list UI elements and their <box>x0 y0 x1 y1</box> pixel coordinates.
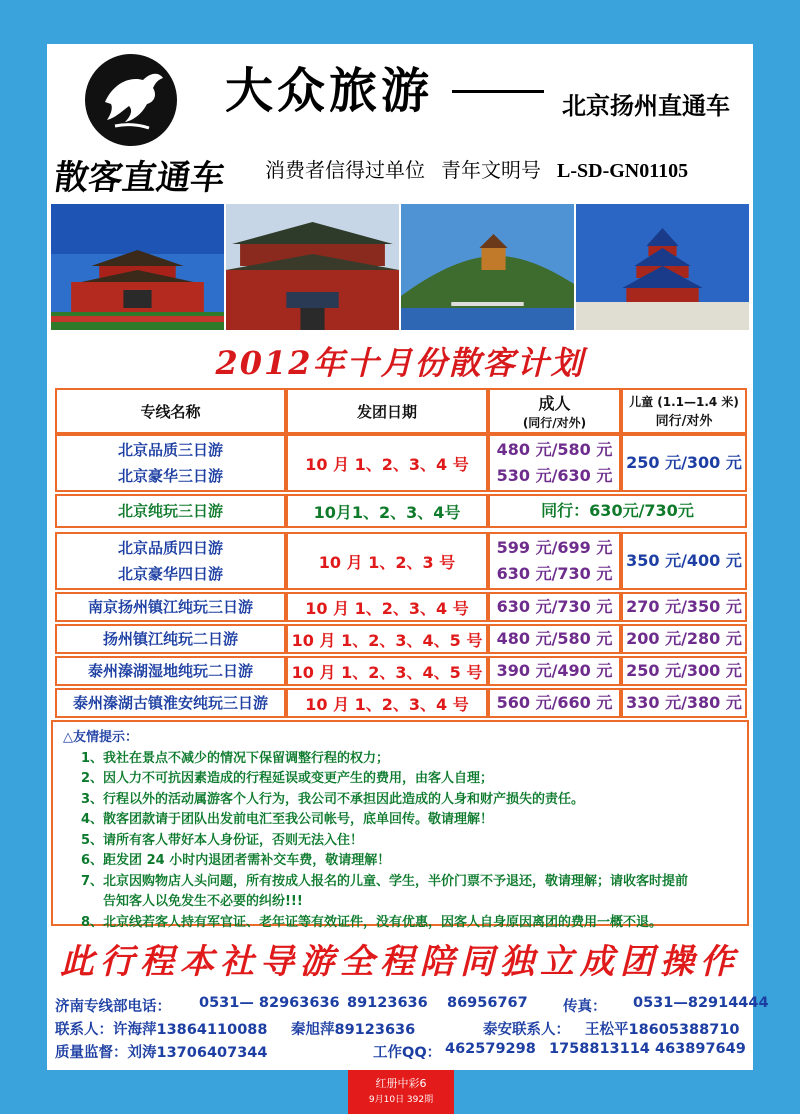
date-cell <box>286 592 488 622</box>
date-cell <box>286 624 488 654</box>
flyer-page <box>47 44 769 1070</box>
badge-line-2: 9月10日 392期 <box>368 1095 434 1105</box>
route-cell <box>55 434 286 492</box>
child-price: 350 元/400 元 <box>626 551 742 570</box>
qq-number: 462579298 <box>445 1041 536 1057</box>
cert-code: L-SD-GN01105 <box>557 160 689 182</box>
tiananmen-photo <box>51 204 224 330</box>
adult-price-cell <box>488 656 621 686</box>
adult-price: 599 元/699 元 <box>496 538 613 557</box>
child-price-cell <box>621 592 747 622</box>
header-date <box>286 388 488 434</box>
tips-box <box>51 720 749 930</box>
child-price: 250 元/300 元 <box>626 661 742 680</box>
header-child-label: 儿童 (1.1—1.4 米) <box>629 395 739 409</box>
contact-person: 联系人：许海萍13864110088 <box>55 1022 268 1038</box>
taian-contact-label: 泰安联系人： <box>483 1022 570 1038</box>
header-route-label: 专线名称 <box>140 402 201 421</box>
adult-price: 530 元/630 元 <box>496 466 613 485</box>
date-text: 10月1、2、3、4号 <box>313 502 461 522</box>
brand-title: 大众旅游 <box>225 63 434 119</box>
child-price: 250 元/300 元 <box>626 453 742 472</box>
summer-palace-photo <box>401 204 574 330</box>
tip-item: 3、行程以外的活动属游客个人行为，我公司不承担因此造成的人身和财产损失的责任。 <box>81 791 585 807</box>
date-cell <box>286 656 488 686</box>
date-cell <box>286 434 488 492</box>
child-price-cell <box>621 434 747 492</box>
temple-of-heaven-photo <box>576 204 749 330</box>
horse-logo <box>85 54 177 146</box>
route-cell <box>55 656 286 686</box>
certification-line <box>265 154 688 183</box>
fax-number: 0531—82914444 <box>633 995 769 1011</box>
qq-label: 工作QQ： <box>373 1045 442 1061</box>
qq-number: 463897649 <box>655 1041 746 1057</box>
tip-item: 8、北京线若客人持有军官证、老年证等有效证件，没有优惠，因客人自身原因离团的费用一概不退。 <box>81 914 663 930</box>
adult-price-cell <box>488 624 621 654</box>
child-price-cell <box>621 656 747 686</box>
route-name: 北京品质四日游 <box>117 539 223 557</box>
brand-route: 北京扬州直通车 <box>562 91 730 120</box>
tip-item: 5、请所有客人带好本人身份证，否则无法入住！ <box>81 832 364 848</box>
route-name: 泰州溱湖湿地纯玩二日游 <box>87 662 253 680</box>
adult-price-cell <box>488 592 621 622</box>
date-text: 10 月 1、2、3、4、5 号 <box>291 630 483 650</box>
route-name: 扬州镇江纯玩二日游 <box>102 630 238 648</box>
header-route <box>55 388 286 434</box>
horse-icon <box>85 54 177 146</box>
taian-contact: 王松平18605388710 <box>585 1022 740 1038</box>
phone-label: 济南专线部电话： <box>55 999 171 1015</box>
photo-strip <box>51 204 749 330</box>
route-name: 北京品质三日游 <box>117 441 223 459</box>
child-price-cell <box>621 532 747 590</box>
header-child <box>621 388 747 434</box>
header-child-sub: 同行/对外 <box>655 414 713 429</box>
header-date-label: 发团日期 <box>356 402 417 421</box>
date-text: 10 月 1、2、3、4、5 号 <box>291 662 483 682</box>
date-cell <box>286 688 488 718</box>
child-price: 330 元/380 元 <box>626 693 742 712</box>
tip-item: 7、北京因购物店人头问题，所有按成人报名的儿童、学生，半价门票不予退还，敬请理解；请收客时提前 <box>81 873 689 889</box>
header-adult-sub: (同行/对外) <box>522 416 587 430</box>
adult-price: 480 元/580 元 <box>496 629 613 648</box>
slogan: 此行程本社导游全程陪同独立成团操作 <box>60 942 740 982</box>
child-price: 270 元/350 元 <box>626 597 742 616</box>
adult-price: 480 元/580 元 <box>496 440 613 459</box>
fax-label: 传真： <box>563 999 607 1015</box>
contact-person: 秦旭萍89123636 <box>291 1022 416 1038</box>
route-name: 泰州溱湖古镇淮安纯玩三日游 <box>72 694 268 712</box>
route-cell <box>55 494 286 528</box>
route-cell <box>55 624 286 654</box>
tips-title: △友情提示： <box>63 730 138 745</box>
phone-number: 86956767 <box>447 995 528 1011</box>
date-cell <box>286 532 488 590</box>
adult-price: 390 元/490 元 <box>496 661 613 680</box>
route-cell <box>55 592 286 622</box>
gugong-gate-photo <box>226 204 399 330</box>
child-price-cell <box>621 688 747 718</box>
route-cell <box>55 532 286 590</box>
child-price: 200 元/280 元 <box>626 629 742 648</box>
route-name: 北京豪华三日游 <box>117 467 223 485</box>
phone-number: 89123636 <box>347 995 428 1011</box>
adult-price: 630 元/730 元 <box>496 597 613 616</box>
child-price-cell <box>621 624 747 654</box>
tip-item: 1、我社在景点不减少的情况下保留调整行程的权力； <box>81 750 390 766</box>
date-text: 10 月 1、2、3、4 号 <box>305 454 469 474</box>
route-name: 北京纯玩三日游 <box>117 502 223 520</box>
adult-price-cell <box>488 434 621 492</box>
merged-price: 同行：630元/730元 <box>541 501 694 520</box>
qq-number: 1758813114 <box>549 1041 650 1057</box>
issue-badge <box>348 1070 454 1114</box>
brand-subtitle: 散客直通车 <box>51 158 228 198</box>
route-cell <box>55 688 286 718</box>
adult-price-cell <box>488 532 621 590</box>
tip-item: 4、散客团款请于团队出发前电汇至我公司帐号，底单回传。敬请理解！ <box>81 812 494 827</box>
adult-price: 630 元/730 元 <box>496 564 613 583</box>
route-name: 南京扬州镇江纯玩三日游 <box>87 598 253 616</box>
tip-item-continued: 告知客人以免发生不必要的纠纷!!! <box>103 894 303 909</box>
adult-price: 560 元/660 元 <box>496 693 613 712</box>
header-adult <box>488 388 621 434</box>
phone-number: 0531— 82963636 <box>199 995 340 1011</box>
date-text: 10 月 1、2、3 号 <box>318 552 456 572</box>
header-adult-label: 成人 <box>538 394 571 413</box>
date-text: 10 月 1、2、3、4 号 <box>305 694 469 714</box>
quality-supervisor: 质量监督：刘涛13706407344 <box>55 1045 268 1061</box>
plan-title: 2012年十月份散客计划 <box>215 344 585 382</box>
date-text: 10 月 1、2、3、4 号 <box>305 598 469 618</box>
tip-item: 2、因人力不可抗因素造成的行程延误或变更产生的费用，由客人自理； <box>81 771 494 786</box>
brand-dash <box>452 90 544 93</box>
adult-price-cell <box>488 688 621 718</box>
cert-a: 消费者信得过单位 <box>265 160 425 182</box>
badge-line-1: 红册中彩6 <box>375 1077 427 1090</box>
date-cell <box>286 494 488 528</box>
cert-b: 青年文明号 <box>441 160 541 182</box>
route-name: 北京豪华四日游 <box>117 565 223 583</box>
tip-item: 6、距发团 24 小时内退团者需补交车费，敬请理解！ <box>81 853 391 868</box>
merged-price-cell <box>488 494 747 528</box>
